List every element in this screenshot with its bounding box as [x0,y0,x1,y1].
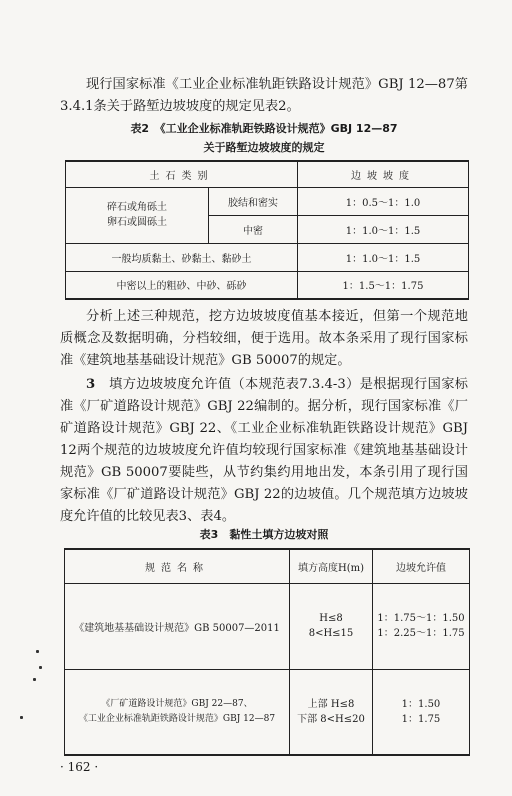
table3 [64,548,470,756]
table3-row2-s1: 1：1.50 [401,698,441,710]
scan-speck [33,678,36,681]
table3-row1-height [290,583,373,669]
scan-speck [20,716,23,719]
table2 [65,160,469,300]
section-number: 3 [86,377,96,392]
table2-cell-slope: 1：0.5～1：1.0 [298,187,469,215]
analysis-paragraph: 分析上述三种规范，挖方边坡坡度值基本接近，但第一个规范地质概念及数据明确，分档较细，便于选用。故本条采用了现行国家标准《建筑地基基础设计规范》GB 50007的规定。 [60,309,468,368]
scan-speck [39,666,42,669]
table3-row1-s1: 1：1.75～1：1.50 [377,613,465,624]
table3-row2-name2: 《工业企业标准轨距铁路设计规范》GBJ 12—87 [78,713,276,724]
table2-cell-soil: 一般均质黏土、砂黏土、黏砂土 [66,243,298,271]
table3-row2-h2: 下部 8<H≤20 [297,713,365,725]
table3-row2-slope [373,669,470,755]
page-number: · 162 · [60,760,99,774]
table3-row1-h1: H≤8 [319,613,343,624]
table3-row1-h2: 8<H≤15 [308,628,354,639]
table-row [66,243,469,271]
intro-paragraph: 现行国家标准《工业企业标准轨距铁路设计规范》GBJ 12—87第3.4.1条关于路堑边坡坡度的规定见表2。 [60,77,468,114]
table2-cell-sub: 中密 [209,215,298,243]
table3-row2-h1: 上部 H≤8 [307,698,355,710]
fill-slope-text: 填方边坡坡度允许值（本规范表7.3.4-3）是根据现行国家标准《厂矿道路设计规范》GBJ 22编制的。据分析，现行国家标准《厂矿道路设计规范》GBJ 22、《工业企业标准轨距铁路设计规范》GBJ 12两个规范的边坡坡度允许值均较现行国家标准《建筑地基基础设计规范》GB 50007要陡些，从节约集约用地出发，本条引用了现行国家标准《厂矿道路设计规范》GBJ 22的边坡值。几个规范填方边坡坡度允许值的比较见表3、表4。 [60,377,468,524]
table2-cell-slope: 1：1.5～1：1.75 [298,271,469,299]
table2-cell-slope: 1：1.0～1：1.5 [298,215,469,243]
scan-speck [36,650,39,653]
table3-row2-name [65,669,290,755]
table2-header-soil: 土石类别 [66,161,298,187]
table3-header-height: 填方高度H(m) [290,549,373,583]
table3-row2-height [290,669,373,755]
table2-group-label-1: 碎石或角砾土 [107,202,167,213]
table-row [66,187,469,215]
table-row [65,583,470,669]
table3-header-slope: 边坡允许值 [373,549,470,583]
table2-group-label [66,187,209,243]
table3-row2-s2: 1：1.75 [401,713,441,725]
table3-header-name: 规范名称 [65,549,290,583]
table2-cell-slope: 1：1.0～1：1.5 [298,243,469,271]
table2-cell-soil: 中密以上的粗砂、中砂、砾砂 [66,271,298,299]
table2-header-slope: 边坡坡度 [298,161,469,187]
table2-group-label-2: 卵石或圆砾土 [107,217,167,228]
table2-caption-line1: 表2 《工业企业标准轨距铁路设计规范》GBJ 12—87 [130,122,398,135]
table2-cell-sub: 胶结和密实 [209,187,298,215]
table3-row1-slope [373,583,470,669]
fill-slope-paragraph [60,374,468,528]
table-row [65,669,470,755]
table3-row1-name: 《建筑地基基础设计规范》GB 50007—2011 [65,583,290,669]
table3-row1-s2: 1：2.25～1：1.75 [377,628,465,639]
table2-caption-line2: 关于路堑边坡坡度的规定 [203,141,325,154]
table-row [66,271,469,299]
table3-row2-name1: 《厂矿道路设计规范》GBJ 22—87、 [101,698,253,709]
table3-caption: 表3 黏性土填方边坡对照 [199,528,329,541]
